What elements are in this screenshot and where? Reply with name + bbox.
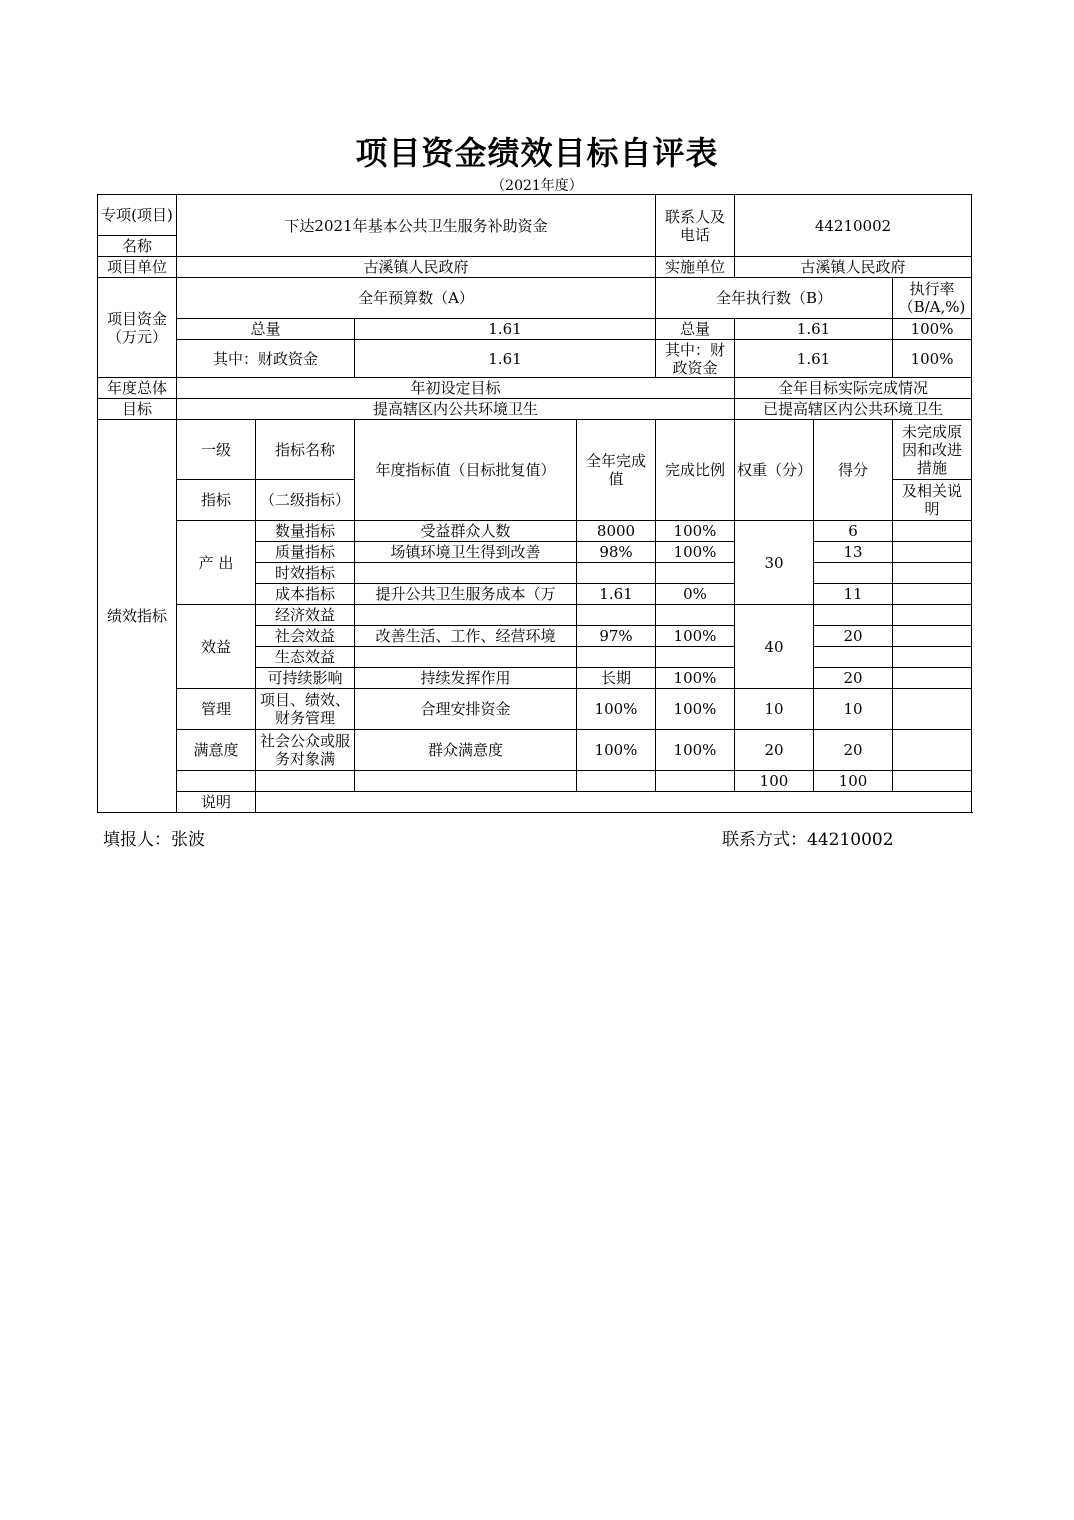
impl-value: 古溪镇人民政府 — [735, 257, 972, 278]
benefit-name: 社会效益 — [256, 626, 355, 647]
total-budget: 1.61 — [355, 319, 656, 340]
benefit-name: 生态效益 — [256, 647, 355, 668]
output-name: 质量指标 — [256, 542, 355, 563]
total-score: 100 — [814, 771, 893, 792]
filler-info: 填报人：张波 — [103, 830, 205, 850]
output-target: 提升公共卫生服务成本（万 — [355, 584, 577, 605]
goal-label: 年度总体 — [98, 378, 177, 399]
goal-actual-value: 已提高辖区内公共环境卫生 — [735, 399, 972, 420]
total-label: 总量 — [177, 319, 355, 340]
management-score: 10 — [814, 689, 893, 730]
benefit-target: 改善生活、工作、经营环境 — [355, 626, 577, 647]
benefit-score: 20 — [814, 626, 893, 647]
benefit-reason — [893, 626, 972, 647]
benefit-ratio — [656, 647, 735, 668]
output-name: 成本指标 — [256, 584, 355, 605]
fiscal-budget: 1.61 — [355, 340, 656, 378]
output-score: 11 — [814, 584, 893, 605]
benefit-weight: 40 — [735, 605, 814, 689]
unit-label: 项目单位 — [98, 257, 177, 278]
management-label: 管理 — [177, 689, 256, 730]
benefit-reason — [893, 605, 972, 626]
goal-label-2: 目标 — [98, 399, 177, 420]
output-reason — [893, 563, 972, 584]
benefit-actual — [577, 605, 656, 626]
goal-initial-header: 年初设定目标 — [177, 378, 735, 399]
fiscal-exec: 1.61 — [735, 340, 893, 378]
output-actual: 98% — [577, 542, 656, 563]
output-ratio: 100% — [656, 521, 735, 542]
total-rate: 100% — [893, 319, 972, 340]
benefit-actual: 97% — [577, 626, 656, 647]
management-weight: 10 — [735, 689, 814, 730]
benefit-target: 持续发挥作用 — [355, 668, 577, 689]
total-exec: 1.61 — [735, 319, 893, 340]
contact-info: 联系方式：44210002 — [722, 830, 894, 850]
total-weight: 100 — [735, 771, 814, 792]
output-name: 时效指标 — [256, 563, 355, 584]
benefit-name: 经济效益 — [256, 605, 355, 626]
total-row-cell — [893, 771, 972, 792]
project-label-2: 名称 — [98, 236, 177, 257]
col-score: 得分 — [814, 420, 893, 521]
output-score — [814, 563, 893, 584]
satisfaction-name: 社会公众或服务对象满 — [256, 730, 355, 771]
output-name: 数量指标 — [256, 521, 355, 542]
total-row-cell — [355, 771, 577, 792]
output-label: 产 出 — [177, 521, 256, 605]
output-ratio — [656, 563, 735, 584]
total-row-cell — [656, 771, 735, 792]
evaluation-table — [97, 194, 972, 813]
output-actual: 1.61 — [577, 584, 656, 605]
total-row-cell — [177, 771, 256, 792]
output-weight: 30 — [735, 521, 814, 605]
fiscal-rate: 100% — [893, 340, 972, 378]
benefit-score — [814, 647, 893, 668]
budget-header: 全年预算数（A） — [177, 278, 656, 319]
benefit-ratio: 100% — [656, 626, 735, 647]
indicators-section-label: 绩效指标 — [98, 420, 177, 813]
benefit-actual — [577, 647, 656, 668]
note-value — [256, 792, 972, 813]
output-score: 13 — [814, 542, 893, 563]
output-actual: 8000 — [577, 521, 656, 542]
col-actual: 全年完成值 — [577, 420, 656, 521]
rate-header: 执行率（B/A,%) — [893, 278, 972, 319]
fiscal-exec-label: 其中：财政资金 — [656, 340, 735, 378]
col-level1-a: 一级 — [177, 420, 256, 480]
report-year: （2021年度） — [491, 178, 583, 194]
col-weight: 权重（分） — [735, 420, 814, 521]
output-target: 受益群众人数 — [355, 521, 577, 542]
output-reason — [893, 542, 972, 563]
output-ratio: 0% — [656, 584, 735, 605]
benefit-ratio — [656, 605, 735, 626]
benefit-score — [814, 605, 893, 626]
management-ratio: 100% — [656, 689, 735, 730]
funds-label: 项目资金（万元） — [98, 278, 177, 378]
benefit-ratio: 100% — [656, 668, 735, 689]
benefit-label: 效益 — [177, 605, 256, 689]
output-reason — [893, 521, 972, 542]
management-reason — [893, 689, 972, 730]
output-target: 场镇环境卫生得到改善 — [355, 542, 577, 563]
benefit-actual: 长期 — [577, 668, 656, 689]
satisfaction-target: 群众满意度 — [355, 730, 577, 771]
satisfaction-actual: 100% — [577, 730, 656, 771]
goal-initial-value: 提高辖区内公共环境卫生 — [177, 399, 735, 420]
output-target — [355, 563, 577, 584]
col-target: 年度指标值（目标批复值） — [355, 420, 577, 521]
benefit-target — [355, 647, 577, 668]
output-actual — [577, 563, 656, 584]
col-ratio: 完成比例 — [656, 420, 735, 521]
col-reason-b: 及相关说明 — [893, 480, 972, 521]
satisfaction-ratio: 100% — [656, 730, 735, 771]
output-ratio: 100% — [656, 542, 735, 563]
contact-value: 44210002 — [735, 195, 972, 257]
contact-label: 联系人及电话 — [656, 195, 735, 257]
total-row-cell — [256, 771, 355, 792]
col-reason-a: 未完成原因和改进措施 — [893, 420, 972, 480]
total-exec-label: 总量 — [656, 319, 735, 340]
satisfaction-weight: 20 — [735, 730, 814, 771]
impl-label: 实施单位 — [656, 257, 735, 278]
col-name-b: （二级指标） — [256, 480, 355, 521]
satisfaction-reason — [893, 730, 972, 771]
project-label: 专项(项目) — [98, 195, 177, 236]
exec-header: 全年执行数（B） — [656, 278, 893, 319]
benefit-name: 可持续影响 — [256, 668, 355, 689]
output-score: 6 — [814, 521, 893, 542]
total-row-cell — [577, 771, 656, 792]
benefit-reason — [893, 668, 972, 689]
note-label: 说明 — [177, 792, 256, 813]
management-actual: 100% — [577, 689, 656, 730]
page-title: 项目资金绩效目标自评表 — [355, 134, 719, 172]
unit-value: 古溪镇人民政府 — [177, 257, 656, 278]
goal-actual-header: 全年目标实际完成情况 — [735, 378, 972, 399]
col-name-a: 指标名称 — [256, 420, 355, 480]
fiscal-label: 其中：财政资金 — [177, 340, 355, 378]
benefit-target — [355, 605, 577, 626]
management-name: 项目、绩效、财务管理 — [256, 689, 355, 730]
col-level1-b: 指标 — [177, 480, 256, 521]
output-reason — [893, 584, 972, 605]
satisfaction-score: 20 — [814, 730, 893, 771]
benefit-reason — [893, 647, 972, 668]
satisfaction-label: 满意度 — [177, 730, 256, 771]
management-target: 合理安排资金 — [355, 689, 577, 730]
benefit-score: 20 — [814, 668, 893, 689]
project-name: 下达2021年基本公共卫生服务补助资金 — [177, 195, 656, 257]
